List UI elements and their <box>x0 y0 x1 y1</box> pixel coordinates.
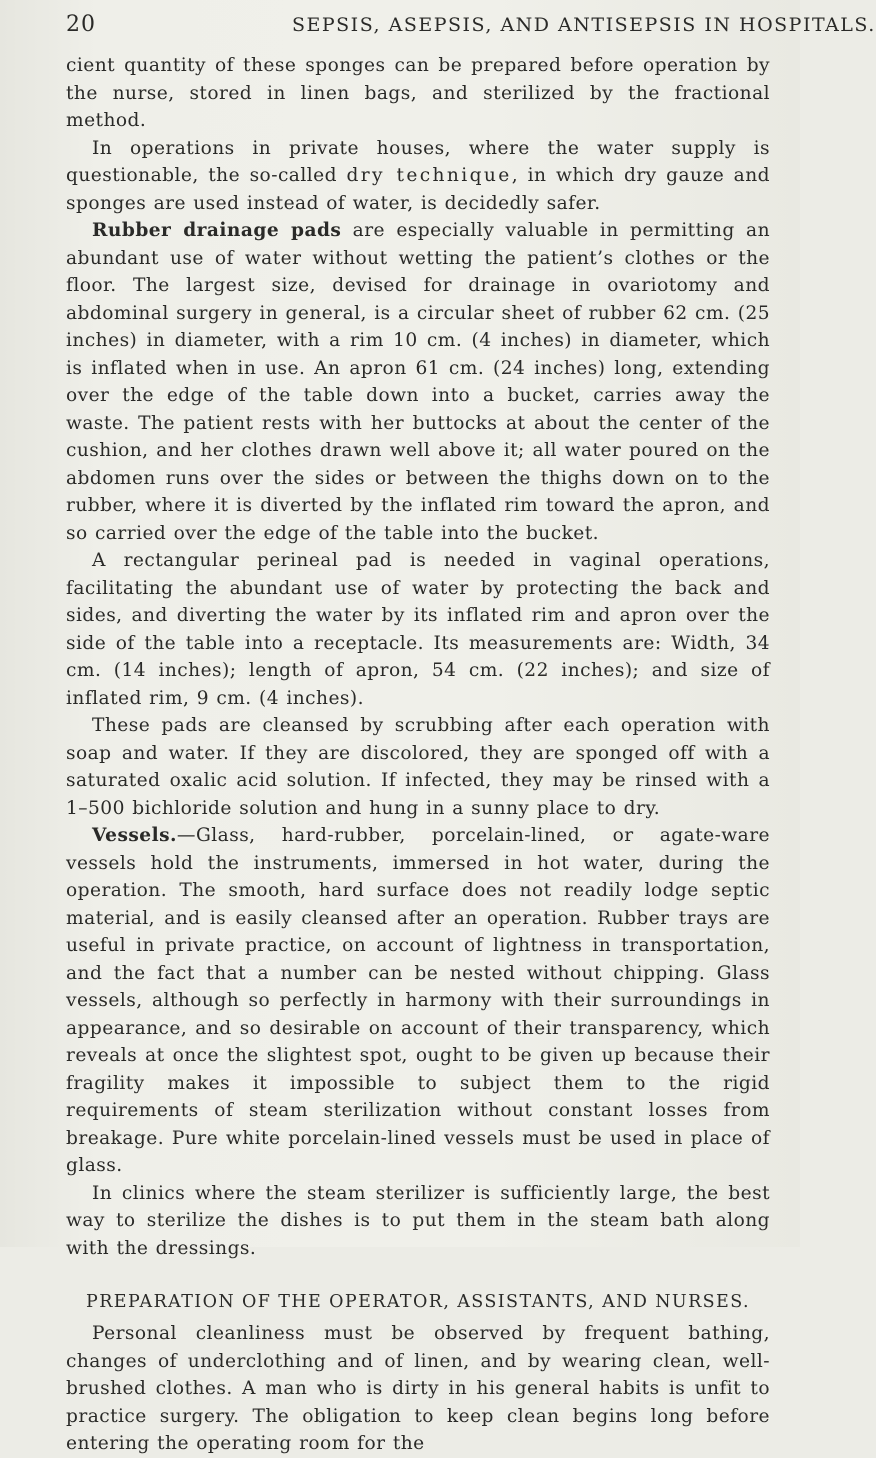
paragraph-clinic-sterilizer: In clinics where the steam sterilizer is sufficiently large, the best way to sterilize the dishes is to put them in the steam bath along with the dressings. <box>66 1182 770 1259</box>
paragraph-personal-cleanliness: Personal cleanliness must be observed by frequent bathing, changes of underclothing and of linen, and by wearing clean, well-brushed clothes. A man who is dirty in his general habits is unfit to practice surgery. The obligation to keep clean begins long before entering the operating room for the <box>66 1323 770 1454</box>
paragraph-pad-cleansing: These pads are cleansed by scrubbing after each operation with soap and water. If they are discolored, they are sponged off with a saturated oxalic acid solution. If infected, they may be rinsed with a 1–500 bichloride solution and hung in a sunny place to dry. <box>66 715 770 819</box>
body-text <box>66 52 770 1458</box>
paragraph-rubber-drainage-pads <box>66 217 770 547</box>
rubber-drainage-pads-text: are especially valuable in permitting an abundant use of water without wetting the patient’s clothes or the floor. The largest size, devised for drainage in ovariotomy and abdominal surgery in general, is a circular sheet of rubber 62 cm. (25 inches) in diameter, with a rim 10 cm. (4 inches) in diameter, which is inflated when in use. An apron 61 cm. (24 inches) long, extending over the edge of the table down into a bucket, carries away the waste. The patient rests with her buttocks at about the center of the cushion, and her clothes drawn well above it; all water poured on the abdomen runs over the sides or between the thighs down on to the rubber, where it is diverted by the inflated rim toward the apron, and so carried over the edge of the table into the bucket. <box>66 220 770 544</box>
rubber-drainage-pads-lead: Rubber drainage pads <box>92 220 342 241</box>
section-heading: PREPARATION OF THE OPERATOR, ASSISTANTS, AND NURSES. <box>86 1292 750 1312</box>
running-title: SEPSIS, ASEPSIS, AND ANTISEPSIS IN HOSPITALS. <box>292 14 876 36</box>
vessels-text: —Glass, hard-rubber, porcelain-lined, or agate-ware vessels hold the instruments, immersed in hot water, during the operation. The smooth, hard surface does not readily lodge septic material, and is easily cleansed after an operation. Rubber trays are useful in private practice, on account of lightness in transportation, and the fact that a number can be nested without chipping. Glass vessels, although so perfectly in harmony with their surroundings in appearance, and so desirable on account of their transparency, which reveals at once the slightest spot, ought to be given up because their fragility makes it impossible to subject them to the rigid requirements of steam sterilization without constant losses from breakage. Pure white porcelain-lined vessels must be used in place of glass. <box>66 825 770 1176</box>
page-number: 20 <box>66 12 96 37</box>
paragraph-perineal-pad: A rectangular perineal pad is needed in vaginal operations, facilitating the abundant use of water by protecting the back and sides, and diverting the water by its inflated rim and apron over the side of the table into a receptacle. Its measurements are: Width, 34 cm. (14 inches); length of apron, 54 cm. (22 inches); and size of inflated rim, 9 cm. (4 inches). <box>66 550 770 709</box>
dry-technique-text-end: , in which dry gauze and sponges are used instead of water, is decidedly safer. <box>66 165 770 214</box>
vessels-lead: Vessels. <box>92 825 177 846</box>
paragraph-sponges-continued: cient quantity of these sponges can be prepared before operation by the nurse, stored in linen bags, and sterilized by the fractional method. <box>66 55 770 131</box>
dry-technique-term: dry technique <box>346 165 512 186</box>
paragraph-dry-technique <box>66 135 770 218</box>
dry-technique-text-start: In operations in private houses, where the water supply is questionable, the so-called <box>66 137 770 186</box>
running-head <box>66 4 876 44</box>
paragraph-vessels <box>66 822 770 1180</box>
